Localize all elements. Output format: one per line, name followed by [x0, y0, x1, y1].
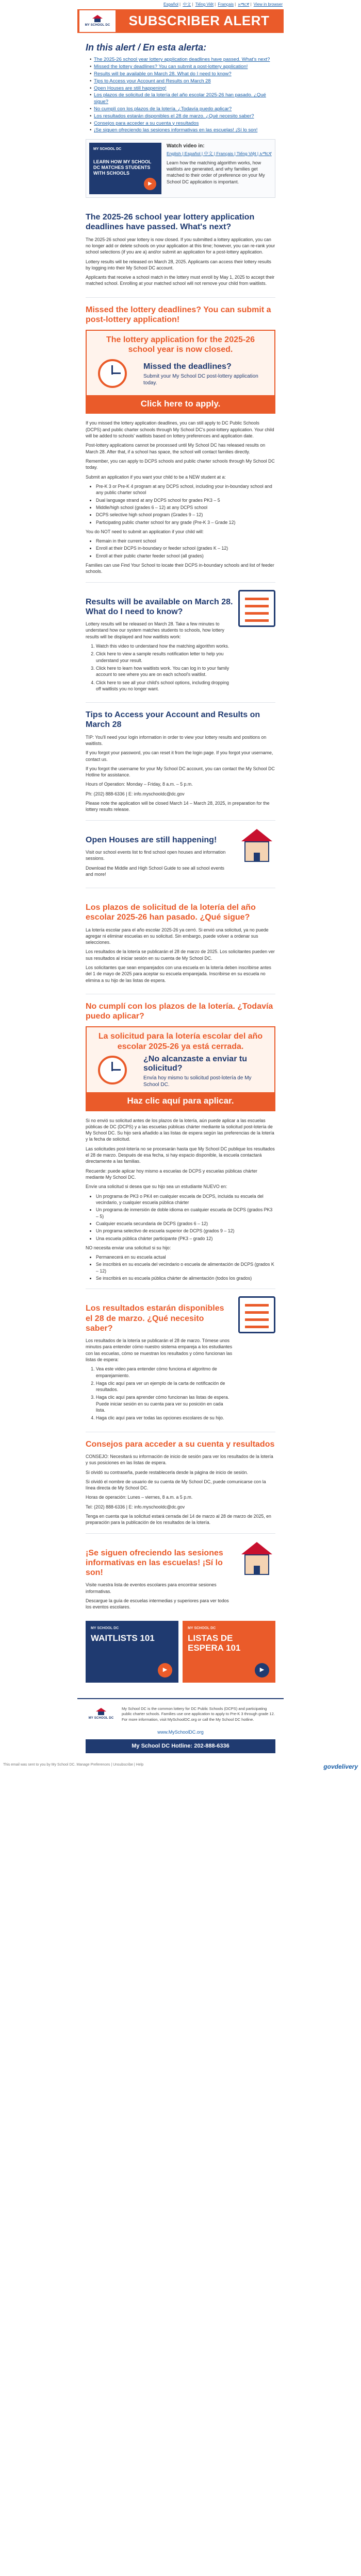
- lang-link[interactable]: Français: [218, 2, 234, 7]
- toc-item: [90, 86, 275, 92]
- lang-link[interactable]: Español: [163, 2, 178, 7]
- section-open-houses-es: [86, 1541, 275, 1614]
- promo-badge: MY SCHOOL DC: [188, 1626, 216, 1630]
- banner-top-text: La solicitud para la lotería escolar del año escolar 2025-26 ya está cerrada.: [98, 1032, 263, 1051]
- section-title: Consejos para acceder a su cuenta y resultados: [86, 1439, 275, 1449]
- promo-row: [86, 1621, 275, 1683]
- footer-text: My School DC is the common lottery for DC Public Schools (DCPS) and participating public charter schools. Families use one application to apply to Pre-K 3 through grade 12. For more information, visit MySchoolDC.org or call the My School DC hotline.: [122, 1706, 275, 1722]
- lang-link[interactable]: 中文: [183, 2, 191, 7]
- section-deadlines-passed: [86, 205, 275, 290]
- my-school-dc-logo[interactable]: [79, 10, 116, 32]
- apply-button[interactable]: Click here to apply.: [87, 395, 274, 413]
- paragraph[interactable]: Download the Middle and High School Guide to see all school events and more!: [86, 865, 224, 877]
- paragraph: Hours of Operation: Monday – Friday, 8 a.m. – 5 p.m.: [86, 782, 193, 787]
- section-account-tips-es: [86, 1439, 275, 1526]
- website-link[interactable]: www.MySchoolDC.org: [157, 1729, 204, 1735]
- toc-link[interactable]: Los plazos de solicitud de la lotería del año escolar 2025-26 han pasado. ¿Qué sigue?: [94, 92, 266, 105]
- paragraph: The 2025-26 school year lottery is now closed. If you submitted a lottery application, you can no longer add or delete schools on your application at this time; however, you can re-rank your school selections (if you are a) and/or submit an application for a post-lottery application.: [86, 236, 275, 255]
- listas-video-promo[interactable]: [183, 1621, 275, 1683]
- toc-item: [90, 64, 275, 71]
- waitlists-video-promo[interactable]: [86, 1621, 178, 1683]
- paragraph: CONSEJO: Necesitará su información de inicio de sesión para ver los resultados de la lotería y sus posiciones en las listas de espera.: [86, 1453, 273, 1466]
- lang-link[interactable]: አማርኛ: [238, 2, 250, 7]
- logo-text: MY SCHOOL DC: [85, 23, 110, 27]
- banner-heading: Missed the deadlines?: [143, 362, 232, 371]
- toc-link[interactable]: Missed the lottery deadlines? You can submit a post-lottery application!: [94, 64, 248, 70]
- toc-link[interactable]: Consejos para acceder a su cuenta y resultados: [94, 120, 199, 126]
- list-item: • Middle/high school (grades 6 – 12) at any DCPS school: [96, 504, 275, 511]
- list-item: • Se inscribirá en su escuela del vecindario o escuela de alimentación de DCPS (grados K – 12): [96, 1261, 275, 1274]
- paragraph: Families can use Find Your School to locate their DCPS in-boundary schools and list of feeder schools.: [86, 563, 274, 574]
- banner-subtext: Submit your My School DC post-lottery application today.: [143, 373, 258, 386]
- paragraph: Los solicitantes que sean emparejados con una escuela en la lotería deben inscribirse antes del 1 de mayo de 2025 para aceptar su escuela emparejada. Inscribirse en su escuela no elimina a su hijo de las listas de espera.: [86, 965, 271, 983]
- checklist-icon: [238, 1296, 275, 1333]
- section-title: Results will be available on March 28. What do I need to know?: [86, 597, 233, 616]
- paragraph: If you forgot your password, you can reset it from the login page. If you forgot your username, contact us.: [86, 750, 273, 762]
- govdelivery-logo: govdelivery: [323, 1762, 358, 1770]
- paragraph: Remember, you can apply to DCPS schools and public charter schools through My School DC today.: [86, 459, 275, 470]
- paragraph: Si olvidó el nombre de usuario de su cuenta de My School DC, puede comunicarse con la línea directa de My School DC.: [86, 1479, 266, 1491]
- apply-button-es[interactable]: Haz clic aquí para aplicar.: [87, 1092, 274, 1110]
- email-header: [77, 9, 284, 33]
- view-in-browser-link[interactable]: View in browser: [253, 2, 283, 7]
- subscription-links[interactable]: This email was sent to you by My School DC. Manage Preferences | Unsubscribe | Help: [3, 1762, 144, 1767]
- language-bar: Español | 中文 | Tiếng Việt | Français | አማርኛ | View in browser: [163, 2, 283, 7]
- list-item[interactable]: 2. Click here to view a sample results notification letter to help you understand your result.: [96, 651, 233, 664]
- toc-link[interactable]: Tips to Access your Account and Results on March 28: [94, 78, 211, 84]
- house-icon: [92, 15, 103, 22]
- toc-item: [90, 92, 275, 106]
- email-body: [77, 9, 284, 1758]
- section-title: No cumplí con los plazos de la lotería. ¿Todavía puedo aplicar?: [86, 1002, 273, 1021]
- list-item[interactable]: 4. Click here to see all your child's school options, including dropping off waitlists you no longer want.: [96, 680, 233, 692]
- list-item: • Un programa de PK3 o PK4 en cualquier escuela de DCPS, incluida su escuela del vecindario, y cualquier escuela pública chárter: [96, 1193, 275, 1206]
- toc-item: [90, 127, 275, 134]
- toc-item: [90, 106, 275, 113]
- section-deadlines-passed-es: [86, 895, 275, 987]
- paragraph: Si olvidó su contraseña, puede restablecerla desde la página de inicio de sesión.: [86, 1469, 248, 1475]
- eligibility-list: [86, 483, 275, 526]
- video-desc-text: Learn how the matching algorithm works, how waitlists are generated, and why families get matched to their order of preference on your My School DC application is important.: [167, 160, 265, 184]
- paragraph: Los resultados de la lotería se publicarán el 28 de marzo. Tómese unos minutos para entender cómo nuestro sistema empareja a los estudiantes con las escuelas, cómo se muestran los resultados y cómo funcionan las listas de espera:: [86, 1337, 233, 1362]
- list-item: • Enroll at their DCPS in-boundary or feeder school (grades K – 12): [96, 545, 275, 551]
- play-icon[interactable]: ▶: [144, 178, 156, 190]
- toc-item: [90, 78, 275, 85]
- divider: [86, 582, 275, 583]
- banner-top-text: The lottery application for the 2025-26 school year is now closed.: [106, 335, 255, 354]
- video-logo: MY SCHOOL DC: [93, 147, 122, 151]
- contact-info[interactable]: Tel: (202) 888-6336 | E: info.myschooldc@dc.gov: [86, 1504, 185, 1510]
- paragraph: Applicants that receive a school match in the lottery must enroll by May 1, 2025 to accept their matched school. Enrolling at your matched school will not remove your child from waitlists.: [86, 275, 275, 286]
- section-account-tips: [86, 710, 275, 813]
- paragraph: You do NOT need to submit an application if your child will:: [86, 529, 204, 534]
- toc-link[interactable]: Open Houses are still happening!: [94, 85, 167, 91]
- list-item[interactable]: 1. Vea este video para entender cómo funciona el algoritmo de emparejamiento.: [96, 1366, 233, 1379]
- list-item[interactable]: 4. Haga clic aquí para ver todas las opciones escolares de su hijo.: [96, 1415, 233, 1421]
- toc-title: In this alert / En esta alerta:: [86, 42, 207, 53]
- video-card: [86, 139, 275, 198]
- list-item: • Enroll at their public charter feeder school (all grades): [96, 553, 275, 559]
- paragraph: Tenga en cuenta que la solicitud estará cerrada del 14 de marzo al 28 de marzo de 2025, en preparación para la publicación de los resultados de la lotería.: [86, 1514, 271, 1526]
- section-title: Missed the lottery deadlines? You can submit a post-lottery application!: [86, 305, 271, 324]
- paragraph: Submit an application if you want your child to be a NEW student at a:: [86, 474, 226, 480]
- section-title: Tips to Access your Account and Results on March 28: [86, 710, 260, 730]
- section-post-lottery-es: [86, 1002, 275, 1281]
- list-item[interactable]: 3. Haga clic aquí para aprender cómo funcionan las listas de espera. Puede iniciar sesión en su cuenta para ver su posición en cada lista.: [96, 1394, 233, 1413]
- list-item: • Remain in their current school: [96, 538, 275, 544]
- video-language-links[interactable]: English | Español | 中文 | Français | Tiếng Việt | አማርኛ: [167, 150, 272, 156]
- divider: [86, 820, 275, 821]
- section-post-lottery: [86, 305, 275, 575]
- checklist-icon: [238, 590, 275, 627]
- paragraph[interactable]: Visite nuestra lista de eventos escolares para encontrar sesiones informativas.: [86, 1582, 217, 1594]
- contact-info[interactable]: Ph: (202) 888-6336 | E: info.myschooldc@dc.gov: [86, 791, 185, 796]
- paragraph: Lottery results will be released on March 28. Take a few minutes to understand how our system matches students to schools, how lottery results will be displayed and how waitlists work:: [86, 621, 224, 639]
- paragraph: Los resultados de la lotería se publicarán el 28 de marzo de 2025. Los solicitantes pueden ver sus resultados al iniciar sesión en su cuenta de My School DC.: [86, 949, 275, 961]
- section-title: The 2025-26 school year lottery application deadlines have passed. What's next?: [86, 213, 255, 232]
- footer-logo-text: MY SCHOOL DC: [88, 1717, 114, 1720]
- promo-badge: MY SCHOOL DC: [91, 1626, 119, 1630]
- paragraph: If you forgot the username for your My School DC account, you can contact the My School DC Hotline for assistance.: [86, 766, 275, 778]
- section-title: Los plazos de solicitud de la lotería del año escolar 2025-26 han pasado. ¿Qué sigue?: [86, 903, 256, 922]
- paragraph: Lottery results will be released on March 28, 2025. Applicants can access their lottery results by logging into their My School DC account.: [86, 259, 271, 270]
- list-item[interactable]: 3. Click here to learn how waitlists work. You can log in to your family account to see where you are on each school's waitlist.: [96, 665, 233, 678]
- results-list: [86, 643, 233, 692]
- paragraph: If you missed the lottery application deadlines, you can still apply to DC Public Schools (DCPS) and public charter schools through My School DC's post-lottery application. Your child will be added to schools' waitlists based on lottery preferences and application date.: [86, 420, 274, 439]
- toc-item: [90, 121, 275, 127]
- header-title: SUBSCRIBER ALERT: [128, 13, 270, 29]
- section-title: Open Houses are still happening!: [86, 835, 217, 844]
- list-item[interactable]: 2. Haga clic aquí para ver un ejemplo de la carta de notificación de resultados.: [96, 1380, 233, 1393]
- toc-link[interactable]: The 2025-26 school year lottery application deadlines have passed. What's next?: [94, 57, 270, 63]
- no-apply-list-es: [86, 1254, 275, 1281]
- email-content: [77, 33, 284, 1693]
- list-item: • Un programa de inmersión de doble idioma en cualquier escuela de DCPS (grados PK3 – 5): [96, 1207, 275, 1219]
- play-icon[interactable]: ▶: [255, 1663, 269, 1677]
- list-item[interactable]: 1. Watch this video to understand how the matching algorithm works.: [96, 643, 233, 649]
- play-icon[interactable]: ▶: [158, 1663, 172, 1677]
- paragraph[interactable]: Visit our school events list to find school open houses and information sessions.: [86, 849, 226, 861]
- toc-item: [90, 57, 275, 63]
- paragraph: TIP: You'll need your login information in order to view your lottery results and positions on waitlists.: [86, 734, 267, 746]
- banner-heading: ¿No alcanzaste a enviar tu solicitud?: [143, 1054, 247, 1073]
- hotline-bar: My School DC Hotline: 202-888-6336: [86, 1739, 275, 1753]
- paragraph: Las solicitudes post-lotería no se procesarán hasta que My School DC publique los resultados el 28 de marzo. Después de esa fecha, si hay espacio disponible, la escuela contactará directamente a las familias.: [86, 1146, 275, 1164]
- banner-subtext: Envía hoy mismo tu solicitud post-lotería de My School DC.: [143, 1075, 252, 1088]
- toc-link[interactable]: Results will be available on March 28. What do I need to know?: [94, 71, 232, 77]
- toc-link[interactable]: No cumplí con los plazos de la lotería. ¿Todavía puedo aplicar?: [94, 106, 232, 112]
- paragraph[interactable]: Descargue la guía de escuelas intermedias y superiores para ver todos los eventos escolares.: [86, 1598, 229, 1610]
- school-building-icon: [238, 828, 275, 865]
- section-results: [86, 590, 275, 696]
- list-item: • Permanecerá en su escuela actual: [96, 1254, 275, 1260]
- house-icon: [96, 1708, 106, 1715]
- post-lottery-banner-es[interactable]: [86, 1026, 275, 1111]
- lang-link[interactable]: Tiếng Việt: [195, 2, 214, 7]
- section-open-houses: [86, 828, 275, 880]
- paragraph: Please note the application will be closed March 14 – March 28, 2025, in preparation for the lottery results release.: [86, 801, 270, 812]
- video-thumb-text: LEARN HOW MY SCHOOL DC MATCHES STUDENTS WITH SCHOOLS: [93, 159, 152, 176]
- paragraph: Recuerde: puede aplicar hoy mismo a escuelas de DCPS y escuelas públicas chárter mediante My School DC.: [86, 1168, 257, 1180]
- section-title: ¡Se siguen ofreciendo las sesiones informativas en las escuelas! ¡Sí lo son!: [86, 1548, 223, 1578]
- list-item: • Dual language strand at any DCPS school for grades PK3 – 5: [96, 497, 275, 503]
- divider: [86, 1533, 275, 1534]
- section-results-es: [86, 1296, 275, 1424]
- video-heading: Watch video in:: [167, 143, 205, 149]
- footer-logo[interactable]: [86, 1704, 117, 1725]
- bottom-bar: [0, 1758, 361, 1775]
- paragraph: Post-lottery applications cannot be processed until My School DC has released results on March 28. After that, if a school has space, the school will contact families directly.: [86, 443, 266, 454]
- toc-item: [90, 71, 275, 78]
- video-thumbnail[interactable]: [89, 143, 161, 194]
- promo-title: WAITLISTS 101: [91, 1633, 155, 1643]
- list-item: • DCPS selective high school program (Grades 9 – 12): [96, 512, 275, 518]
- post-lottery-banner[interactable]: [86, 330, 275, 414]
- clock-icon: [94, 358, 138, 391]
- divider: [86, 297, 275, 298]
- paragraph: Horas de operación: Lunes – viernes, 8 a.m. a 5 p.m.: [86, 1495, 193, 1500]
- paragraph: Envíe una solicitud si desea que su hijo sea un estudiante NUEVO en:: [86, 1184, 227, 1190]
- paragraph: Si no envió su solicitud antes de los plazos de la lotería, aún puede aplicar a las escuelas públicas de DC (DCPS) y a las escuelas públicas chárter mediante la solicitud post-lotería de My School DC. Su hijo será añadido a las listas de espera según las preferencias de la lotería y la fecha de solicitud.: [86, 1117, 274, 1142]
- paragraph: La lotería escolar para el año escolar 2025-26 ya cerró. Si envió una solicitud, ya no puede agregar ni eliminar escuelas en su solicitud. Sin embargo, puede volver a ordenar sus selecciones.: [86, 927, 269, 945]
- clock-icon: [94, 1055, 138, 1088]
- list-item: • Cualquier escuela secundaria de DCPS (grados 6 – 12): [96, 1221, 275, 1227]
- list-item: • Se inscribirá en su escuela pública chárter de alimentación (todos los grados): [96, 1275, 275, 1281]
- toc-item: [90, 113, 275, 120]
- section-title: Los resultados estarán disponibles el 28 de marzo. ¿Qué necesito saber?: [86, 1304, 224, 1333]
- video-description: [161, 143, 272, 194]
- list-item: • Pre-K 3 or Pre-K 4 program at any DCPS school, including your in-boundary school and any public charter school: [96, 483, 275, 496]
- eligibility-list-es: [86, 1193, 275, 1242]
- toc-link[interactable]: Los resultados estarán disponibles el 28 de marzo. ¿Qué necesito saber?: [94, 113, 254, 119]
- list-item: • Un programa selectivo de escuela superior de DCPS (grados 9 – 12): [96, 1228, 275, 1234]
- email-footer: [77, 1698, 284, 1758]
- promo-title: LISTAS DE ESPERA 101: [188, 1633, 241, 1653]
- table-of-contents: [86, 57, 275, 134]
- no-apply-list: [86, 538, 275, 559]
- school-building-icon: [238, 1541, 275, 1578]
- results-list-es: [86, 1366, 233, 1421]
- list-item: • Una escuela pública chárter participante (PK3 – grado 12): [96, 1235, 275, 1242]
- paragraph: NO necesita enviar una solicitud si su hijo:: [86, 1245, 171, 1250]
- toc-link[interactable]: ¡Se siguen ofreciendo las sesiones informativas en las escuelas! ¡Sí lo son!: [94, 127, 258, 133]
- list-item: • Participating public charter school for any grade (Pre-K 3 – Grade 12): [96, 519, 275, 526]
- divider: [86, 702, 275, 703]
